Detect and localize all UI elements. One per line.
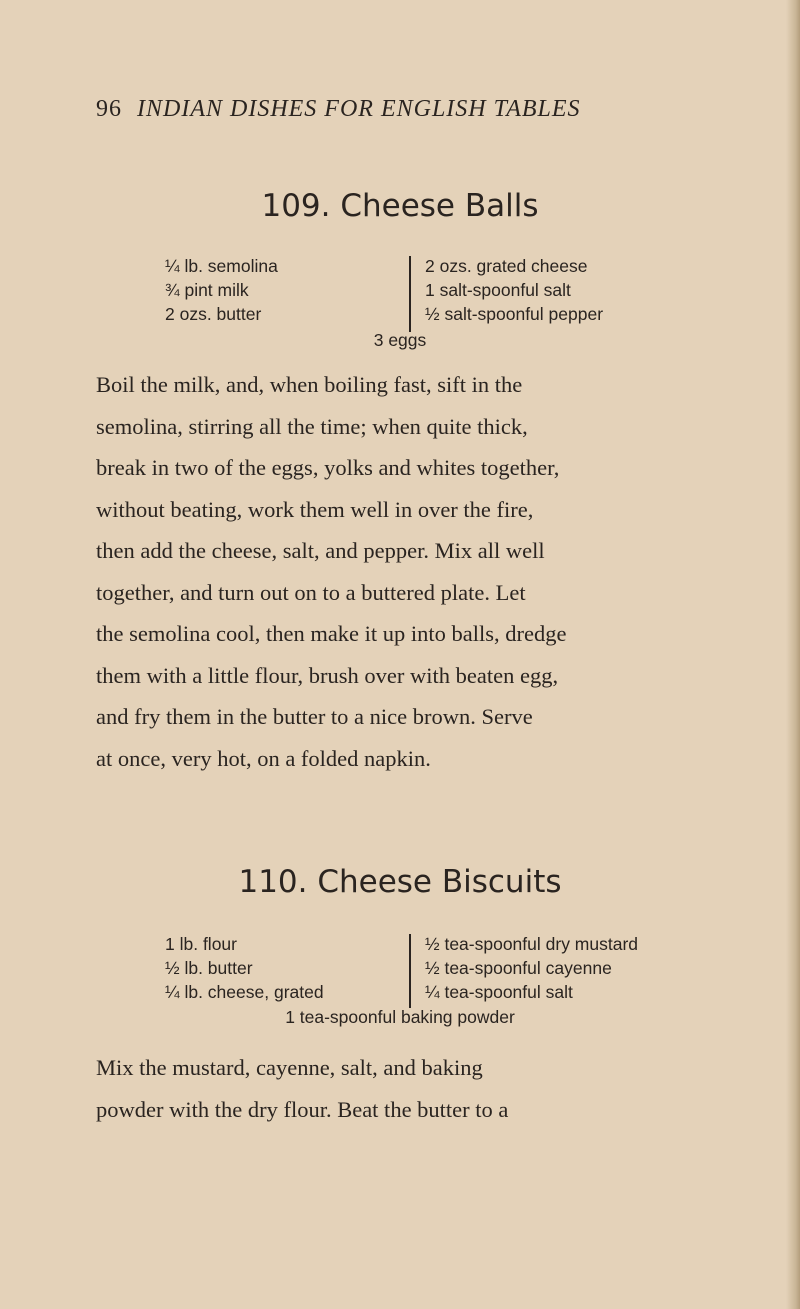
page-number: 96 xyxy=(96,96,122,122)
ingredient: ¾ pint milk xyxy=(165,280,249,300)
running-head xyxy=(96,96,736,123)
body-line: the semolina cool, then make it up into balls, dredge xyxy=(96,621,567,646)
body-line: powder with the dry flour. Beat the butter to a xyxy=(96,1096,509,1122)
ingredient: ½ tea-spoonful dry mustard xyxy=(425,934,639,954)
ingredient: ½ salt-spoonful pepper xyxy=(425,304,604,324)
ingredient: ½ tea-spoonful cayenne xyxy=(425,958,612,978)
ingredients-left xyxy=(165,254,278,326)
body-line: together, and turn out on to a buttered plate. Let xyxy=(96,579,526,605)
recipe-title: 110. Cheese Biscuits xyxy=(238,864,562,900)
ingredient-divider xyxy=(409,256,411,332)
body-line: semolina, stirring all the time; when quite thick, xyxy=(96,413,528,439)
recipe-body xyxy=(96,364,736,779)
recipe-body xyxy=(96,1047,736,1130)
running-title: INDIAN DISHES FOR ENGLISH TABLES xyxy=(137,96,581,122)
body-line: them with a little flour, brush over with beaten egg, xyxy=(96,662,559,688)
ingredients-right xyxy=(425,932,638,1004)
ingredient: 2 ozs. grated cheese xyxy=(425,256,588,276)
ingredient: ¼ lb. cheese, grated xyxy=(165,982,324,1002)
ingredient-common: 3 eggs xyxy=(373,330,427,350)
body-line: and fry them in the butter to a nice brown. Serve xyxy=(96,704,533,729)
ingredients-left xyxy=(165,932,324,1004)
ingredient-common: 1 tea-spoonful baking powder xyxy=(285,1007,515,1027)
body-line: Mix the mustard, cayenne, salt, and baking xyxy=(96,1055,483,1080)
ingredient-divider xyxy=(409,934,411,1008)
ingredients-right xyxy=(425,254,603,326)
ingredient: 1 salt-spoonful salt xyxy=(425,280,571,300)
body-line: without beating, work them well in over the fire, xyxy=(96,496,534,522)
body-line: break in two of the eggs, yolks and whites together, xyxy=(96,455,560,480)
ingredient: ¼ tea-spoonful salt xyxy=(425,982,573,1002)
ingredient: 1 lb. flour xyxy=(165,934,237,954)
ingredient: 2 ozs. butter xyxy=(165,304,262,324)
body-line: then add the cheese, salt, and pepper. Mix all well xyxy=(96,538,545,563)
recipe-title: 109. Cheese Balls xyxy=(261,188,539,224)
ingredient: ¼ lb. semolina xyxy=(165,256,278,276)
body-line: Boil the milk, and, when boiling fast, sift in the xyxy=(96,372,523,397)
body-line: at once, very hot, on a folded napkin. xyxy=(96,745,431,771)
ingredient: ½ lb. butter xyxy=(165,958,253,978)
